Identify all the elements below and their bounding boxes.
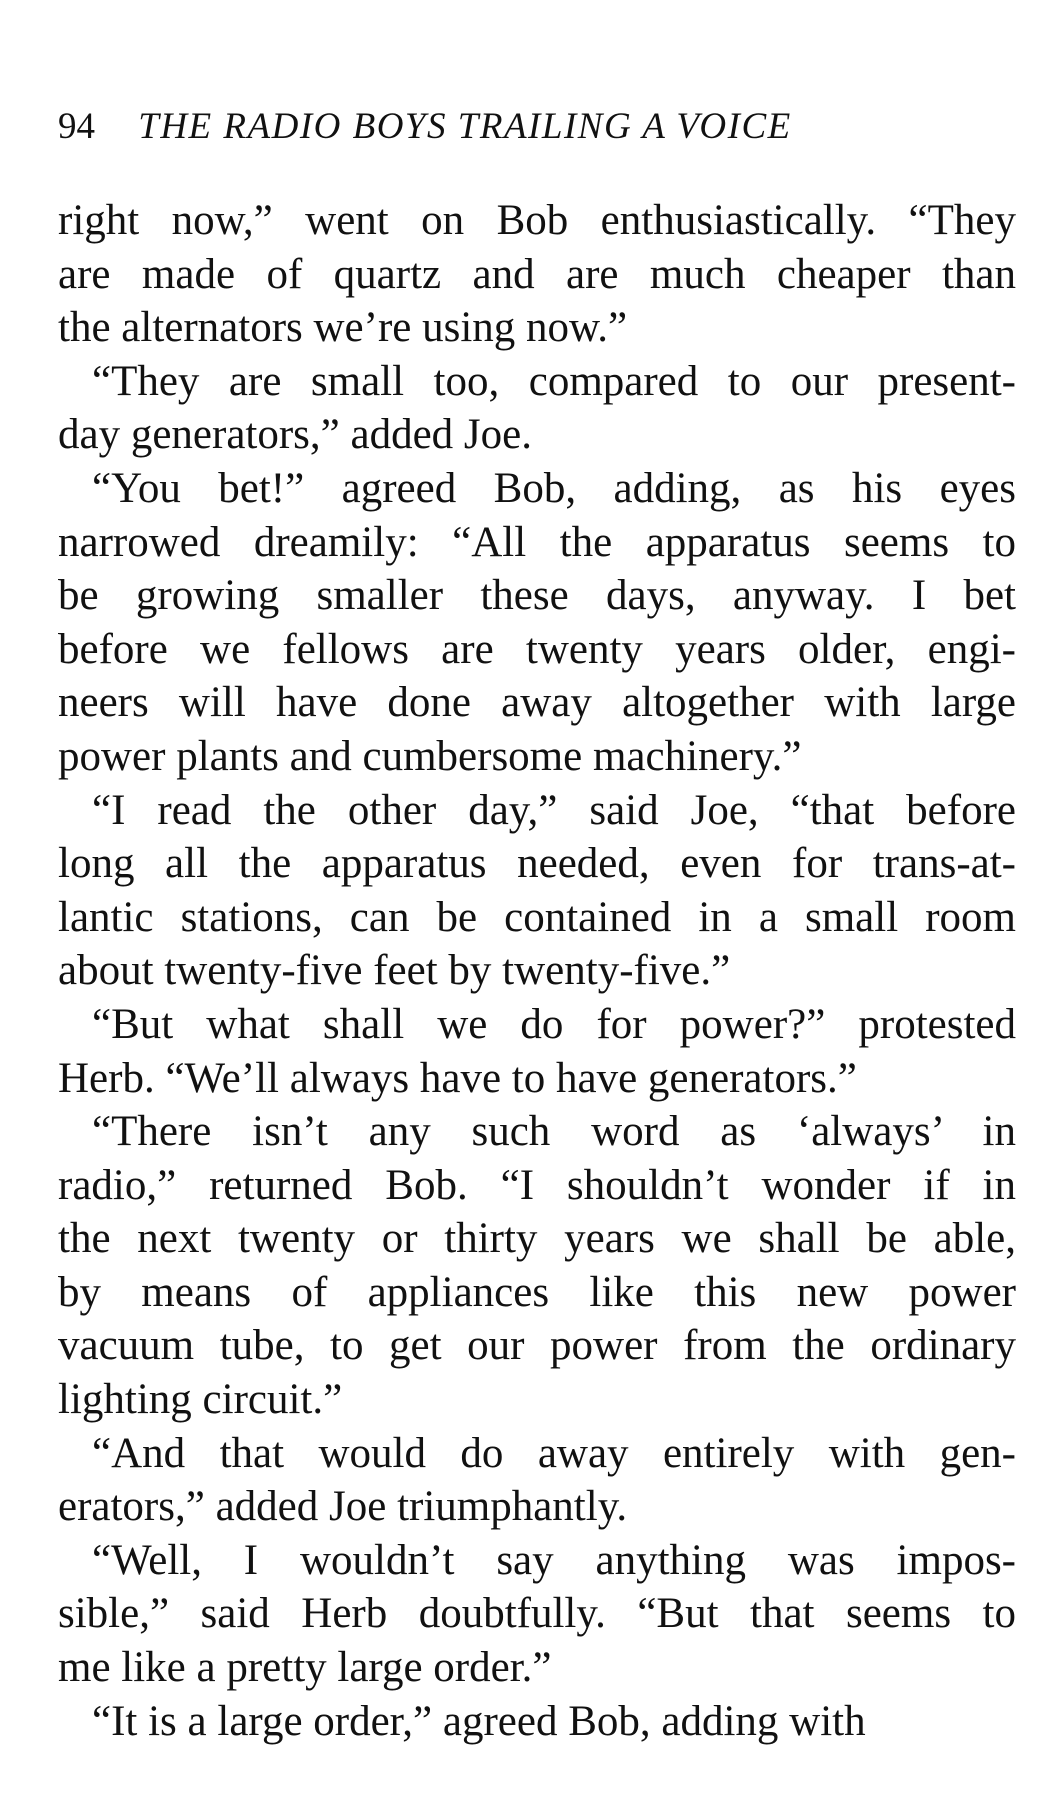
text-line: “I read the other day,” said Joe, “that before [92, 786, 1016, 834]
text-line: “They are small too, compared to our present- [92, 357, 1016, 405]
body-text [58, 194, 1016, 1748]
text-line: right now,” went on Bob enthusiastically. “They [58, 197, 1016, 244]
text-line: about twenty-five feet by twenty-five.” [58, 947, 731, 995]
text-line: “And that would do away entirely with gen- [92, 1429, 1016, 1477]
text-line: before we fellows are twenty years older, engi- [58, 625, 1016, 673]
running-head: THE RADIO BOYS TRAILING A VOICE [138, 106, 792, 147]
text-line: long all the apparatus needed, even for trans-at- [58, 840, 1016, 888]
text-line: the next twenty or thirty years we shall be able, [58, 1215, 1016, 1263]
paragraph [58, 194, 1016, 355]
text-line: power plants and cumbersome machinery.” [58, 732, 802, 780]
paragraph [58, 784, 1016, 998]
paragraph [58, 462, 1016, 784]
text-line: neers will have done away altogether with large [58, 679, 1016, 727]
text-line: “There isn’t any such word as ‘always’ in [92, 1108, 1016, 1156]
text-line: radio,” returned Bob. “I shouldn’t wonder if in [58, 1161, 1016, 1209]
page-header [58, 102, 1018, 152]
text-line: the alternators we’re using now.” [58, 304, 628, 352]
text-line: vacuum tube, to get our power from the ordinary [58, 1322, 1016, 1370]
text-line: “Well, I wouldn’t say anything was impos- [92, 1536, 1016, 1584]
paragraph [58, 998, 1016, 1105]
text-line: narrowed dreamily: “All the apparatus seems to [58, 518, 1016, 566]
paragraph [58, 1695, 1016, 1749]
text-line: day generators,” added Joe. [58, 411, 532, 459]
paragraph [58, 355, 1016, 462]
text-line: “You bet!” agreed Bob, adding, as his eyes [92, 464, 1016, 512]
text-line: are made of quartz and are much cheaper than [58, 250, 1016, 298]
text-line: by means of appliances like this new power [58, 1268, 1016, 1316]
page-number: 94 [58, 106, 95, 147]
text-line: Herb. “We’ll always have to have generators.” [58, 1054, 857, 1102]
paragraph [58, 1105, 1016, 1427]
text-line: lantic stations, can be contained in a small room [58, 893, 1016, 941]
paragraph [58, 1534, 1016, 1695]
text-line: sible,” said Herb doubtfully. “But that seems to [58, 1590, 1016, 1638]
text-line: me like a pretty large order.” [58, 1644, 552, 1692]
text-line: “It is a large order,” agreed Bob, adding with [92, 1697, 866, 1745]
text-line: erators,” added Joe triumphantly. [58, 1483, 628, 1531]
text-line: be growing smaller these days, anyway. I bet [58, 572, 1016, 620]
paragraph [58, 1427, 1016, 1534]
text-line: lighting circuit.” [58, 1376, 343, 1424]
text-line: “But what shall we do for power?” protested [92, 1000, 1016, 1048]
